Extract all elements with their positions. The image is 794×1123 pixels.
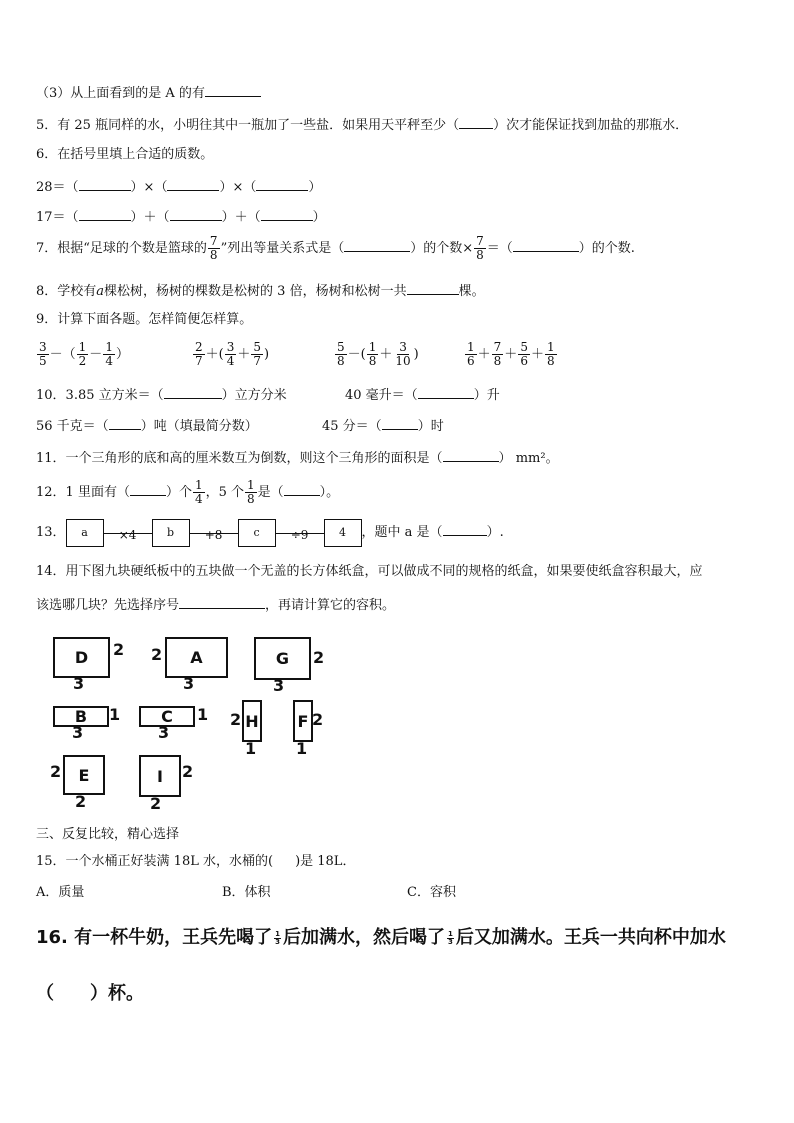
piece-C-bottom: 3 xyxy=(158,723,170,742)
q12-text-c: ，5 个 xyxy=(205,485,245,500)
q11-text-b: ） xyxy=(498,451,512,466)
q12-line xyxy=(36,476,339,510)
q12-text-d: 是（ xyxy=(257,485,284,500)
q16-fraction-1: $\frac{1}{3}$ xyxy=(275,929,281,946)
q6-row-2 xyxy=(36,206,326,227)
piece-G-side: 2 xyxy=(313,648,325,667)
q13-box-a: a xyxy=(66,519,104,547)
q6-row1-lead: 28＝（ xyxy=(36,180,79,195)
q8-line xyxy=(36,280,485,301)
q13-arrow-2: +8 xyxy=(190,520,238,546)
q8-variable: a xyxy=(96,284,105,299)
q7-text-a: 7．根据“足球的个数是篮球的 xyxy=(36,241,207,256)
piece-E-side: 2 xyxy=(50,762,62,781)
q6-row2-blank-2[interactable] xyxy=(170,206,222,221)
q15-line xyxy=(36,853,355,871)
q11-unit: mm² xyxy=(515,451,546,466)
q12-text-b: ）个 xyxy=(165,485,192,500)
q8-text-b: 棵松树，杨树的棵数是松树的 3 倍，杨树和松树一共 xyxy=(104,284,407,299)
q5-text-b: ）次才能保证找到加盐的那瓶水． xyxy=(493,118,689,133)
q10-blank-3[interactable] xyxy=(109,415,141,430)
q6-row1-op-2: ）×（ xyxy=(219,180,257,195)
q13-blank[interactable] xyxy=(443,521,487,536)
q13-lead: 13． xyxy=(36,525,66,540)
q6-row2-blank-1[interactable] xyxy=(79,206,131,221)
piece-G-bottom: 3 xyxy=(273,676,285,695)
q11-blank[interactable] xyxy=(443,447,499,462)
q7-text-b: ”列出等量关系式是（ xyxy=(220,241,345,256)
q7-frac1-num: 7 xyxy=(209,234,218,248)
q10-text-b: ）立方分米 xyxy=(221,388,287,403)
piece-B-bottom: 3 xyxy=(72,723,84,742)
piece-F-side: 2 xyxy=(312,710,324,729)
q6-row1-blank-1[interactable] xyxy=(79,176,131,191)
q9-expression-4: $\frac{1}{6}$ ＋ $\frac{7}{8}$ ＋ $\frac{5}{6}$ ＋ $\frac{1}{8}$ xyxy=(467,340,555,368)
q5-answer-blank[interactable] xyxy=(459,114,493,129)
q6-title: 6．在括号里填上合适的质数。 xyxy=(36,147,214,162)
piece-H: H xyxy=(242,700,262,742)
q6-row2-close: ） xyxy=(312,210,326,225)
q10-text-h: ）时 xyxy=(417,419,444,434)
piece-F-bottom: 1 xyxy=(296,739,308,758)
q7-fraction-1 xyxy=(208,235,220,262)
q9-expression-1: $\frac{3}{5}$ －（ $\frac{1}{2}$ － $\frac{1}{4}$ ） xyxy=(39,340,129,368)
q7-frac2-den: 8 xyxy=(476,248,484,262)
q3-line xyxy=(36,82,261,103)
q9-expression-3: $\frac{5}{8}$ －( $\frac{1}{8}$ ＋ $\frac{3}{10}$ ) xyxy=(337,340,419,368)
q11-text-a: 11．一个三角形的底和高的厘米数互为倒数，则这个三角形的面积是（ xyxy=(36,451,443,466)
piece-I-side: 2 xyxy=(182,762,194,781)
q13-end: ）. xyxy=(486,525,504,540)
q8-answer-blank[interactable] xyxy=(407,280,459,295)
piece-G: G xyxy=(254,637,311,680)
q16-text-c: 后又加满水。王兵一共向杯中加水 xyxy=(455,927,726,948)
q13-box-result: 4 xyxy=(324,519,362,547)
q10-text-d: ）升 xyxy=(473,388,500,403)
q12-blank-2[interactable] xyxy=(284,481,320,496)
q15-text-a: 15．一个水桶正好装满 18L 水，水桶的( xyxy=(36,854,274,869)
q12-blank-1[interactable] xyxy=(130,481,166,496)
q7-frac1-den: 8 xyxy=(209,248,218,262)
q16-fraction-2: $\frac{1}{3}$ xyxy=(448,929,453,946)
q12-text-e: ）。 xyxy=(319,485,340,500)
piece-E: E xyxy=(63,755,105,795)
q3-answer-blank[interactable] xyxy=(205,82,261,97)
q14-line-1: 14．用下图九块硬纸板中的五块做一个无盖的长方体纸盒，可以做成不同的规格的纸盒，如果要使纸盒容积最大，应 xyxy=(36,564,703,579)
q13-line xyxy=(36,518,504,548)
q10-line-3 xyxy=(36,415,258,436)
q5-text-a: 5．有 25 瓶同样的水，小明往其中一瓶加了一些盐．如果用天平秤至少（ xyxy=(36,118,460,133)
q14-text-b: ，再请计算它的容积。 xyxy=(265,598,396,613)
q12-text-a: 12．1 里面有（ xyxy=(36,485,130,500)
q7-frac2-num: 7 xyxy=(476,234,484,248)
piece-I-bottom: 2 xyxy=(150,794,162,813)
q12-fraction-1: $\frac{1}{4}$ xyxy=(194,478,203,506)
q16-text-a: 16. 有一杯牛奶，王兵先喝了 xyxy=(36,927,273,948)
q6-row1-op-1: ）×（ xyxy=(130,180,168,195)
piece-D-bottom: 3 xyxy=(73,674,85,693)
q10-text-c: 40 毫升＝（ xyxy=(345,388,418,403)
q13-arrow-3: ÷9 xyxy=(276,520,324,546)
q6-row-1 xyxy=(36,176,321,197)
q15-option-a[interactable]: A．质量 xyxy=(36,885,85,900)
q14-line-2 xyxy=(36,594,395,615)
q8-text-c: 棵。 xyxy=(458,284,485,299)
piece-H-side: 2 xyxy=(230,710,242,729)
q15-option-c[interactable]: C．容积 xyxy=(407,885,456,900)
q14-text-a: 该选哪几块？先选择序号 xyxy=(36,598,180,613)
q10-line-1 xyxy=(36,384,287,405)
q13-box-b: b xyxy=(152,519,190,547)
piece-B-side: 1 xyxy=(109,705,121,724)
q7-text-e: ）的个数. xyxy=(578,241,635,256)
q11-line xyxy=(36,447,559,468)
section-3-title: 三、反复比较，精心选择 xyxy=(36,827,180,842)
q6-row2-blank-3[interactable] xyxy=(261,206,313,221)
piece-A-bottom: 3 xyxy=(183,674,195,693)
q13-box-c: c xyxy=(238,519,276,547)
q9-expression-2: $\frac{2}{7}$ ＋( $\frac{3}{4}$ ＋ $\frac{5}{7}$ ) xyxy=(195,340,270,368)
piece-I: I xyxy=(139,755,181,797)
q13-tail: ，题中 a 是（ xyxy=(361,525,443,540)
q10-text-g: 45 分＝（ xyxy=(322,419,382,434)
q10-text-e: 56 千克＝（ xyxy=(36,419,109,434)
q16-line-1 xyxy=(36,926,726,950)
q10-text-f: ）吨（填最简分数） xyxy=(140,419,258,434)
q10-blank-2[interactable] xyxy=(418,384,474,399)
piece-C-side: 1 xyxy=(197,705,209,724)
q5-line xyxy=(36,114,688,135)
piece-D: D xyxy=(53,637,110,678)
q7-fraction-2 xyxy=(474,235,486,262)
piece-E-bottom: 2 xyxy=(75,792,87,811)
q6-row1-close: ） xyxy=(308,180,322,195)
piece-A-side: 2 xyxy=(151,645,163,664)
q6-row2-op-2: ）＋（ xyxy=(221,210,261,225)
q8-text-a: 8．学校有 xyxy=(36,284,97,299)
q6-row1-blank-3[interactable] xyxy=(256,176,308,191)
q7-answer-blank-1[interactable] xyxy=(344,237,410,252)
q7-answer-blank-2[interactable] xyxy=(513,237,579,252)
q7-text-c: ）的个数× xyxy=(410,241,474,256)
q12-fraction-2: $\frac{1}{8}$ xyxy=(247,478,255,506)
piece-A: A xyxy=(165,637,228,678)
piece-H-bottom: 1 xyxy=(245,739,257,758)
q6-row2-op-1: ）＋（ xyxy=(130,210,170,225)
q9-title: 9．计算下面各题。怎样简便怎样算。 xyxy=(36,312,253,327)
q15-text-b: )是 18L． xyxy=(295,854,356,869)
q7-text-d: ＝（ xyxy=(486,241,513,256)
q13-arrow-1: ×4 xyxy=(104,520,152,546)
q16-line-2: （ ）杯。 xyxy=(36,983,144,1004)
q14-blank[interactable] xyxy=(179,594,265,609)
q3-text: （3）从上面看到的是 A 的有 xyxy=(36,86,205,101)
piece-F: F xyxy=(293,700,313,742)
q7-line xyxy=(36,234,635,264)
piece-C: C xyxy=(139,706,195,727)
q10-blank-1[interactable] xyxy=(164,384,222,399)
q10-text-a: 10．3.85 立方米＝（ xyxy=(36,388,164,403)
q6-row1-blank-2[interactable] xyxy=(167,176,219,191)
piece-B: B xyxy=(53,706,109,727)
q16-text-b: 后加满水，然后喝了 xyxy=(283,927,446,948)
q15-option-b[interactable]: B．体积 xyxy=(222,885,271,900)
q10-line-2 xyxy=(345,384,500,405)
q6-row2-lead: 17＝（ xyxy=(36,210,79,225)
piece-D-side: 2 xyxy=(113,640,125,659)
q10-blank-4[interactable] xyxy=(382,415,418,430)
q11-end: 。 xyxy=(545,451,559,466)
q10-line-4 xyxy=(322,415,444,436)
